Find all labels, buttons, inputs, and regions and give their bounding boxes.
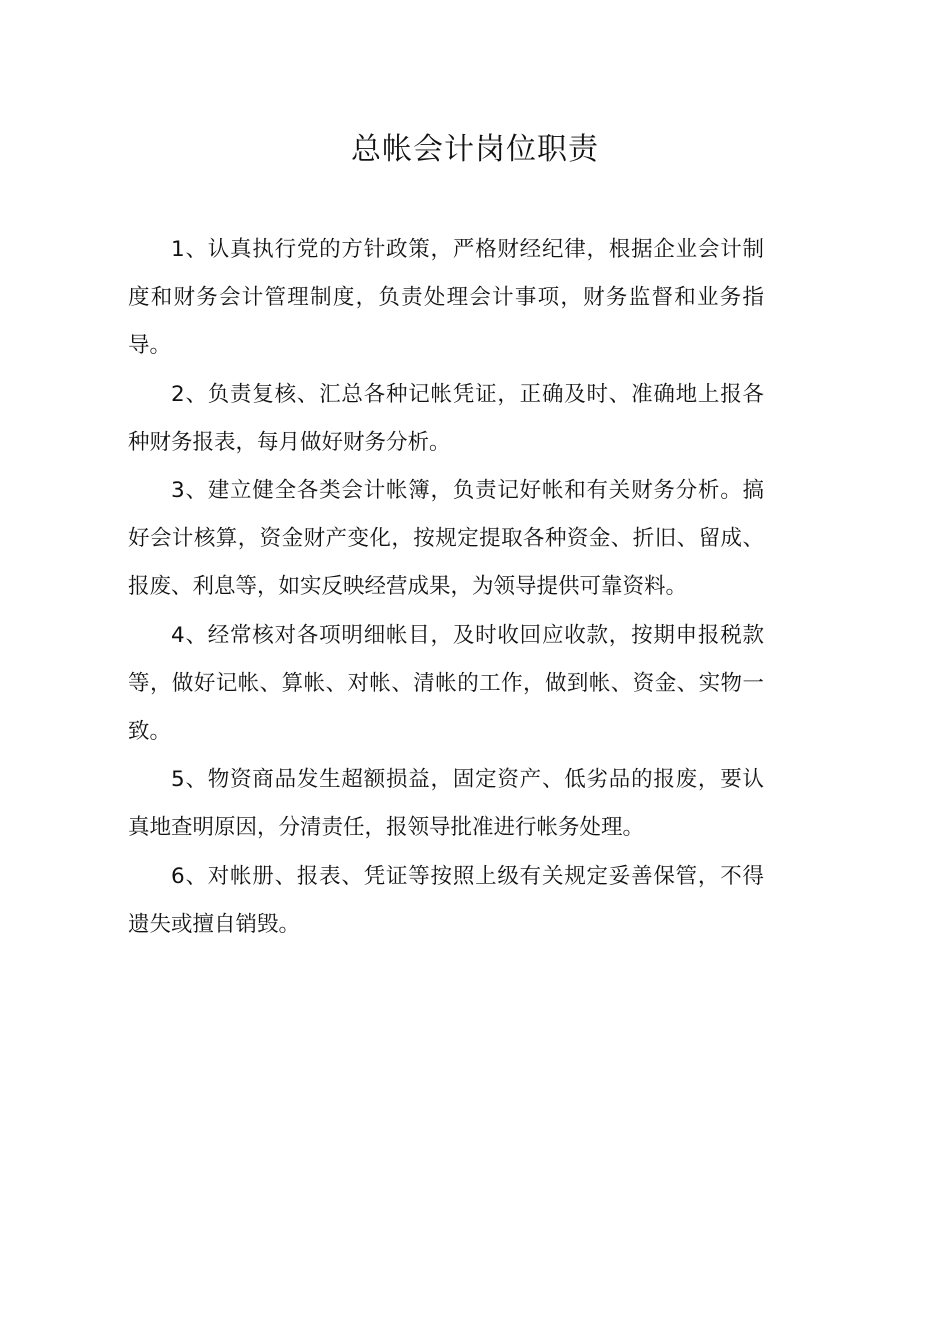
document-title: 总帐会计岗位职责 — [351, 132, 599, 167]
document-body — [128, 226, 764, 949]
clause-5: 5、物资商品发生超额损益，固定资产、低劣品的报废，要认真地查明原因，分清责任，报领导批准进行帐务处理。 — [128, 767, 764, 841]
clause-3: 3、建立健全各类会计帐簿，负责记好帐和有关财务分析。搞好会计核算，资金财产变化，按规定提取各种资金、折旧、留成、报废、利息等，如实反映经营成果，为领导提供可靠资料。 — [128, 478, 764, 600]
clause-2: 2、负责复核、汇总各种记帐凭证，正确及时、准确地上报各种财务报表，每月做好财务分析。 — [128, 381, 764, 455]
clause-4: 4、经常核对各项明细帐目，及时收回应收款，按期申报税款等，做好记帐、算帐、对帐、清帐的工作，做到帐、资金、实物一致。 — [128, 622, 764, 745]
clause-6: 6、对帐册、报表、凭证等按照上级有关规定妥善保管，不得遗失或擅自销毁。 — [128, 863, 764, 937]
clause-1: 1、认真执行党的方针政策，严格财经纪律，根据企业会计制度和财务会计管理制度，负责处理会计事项，财务监督和业务指导。 — [128, 237, 764, 359]
